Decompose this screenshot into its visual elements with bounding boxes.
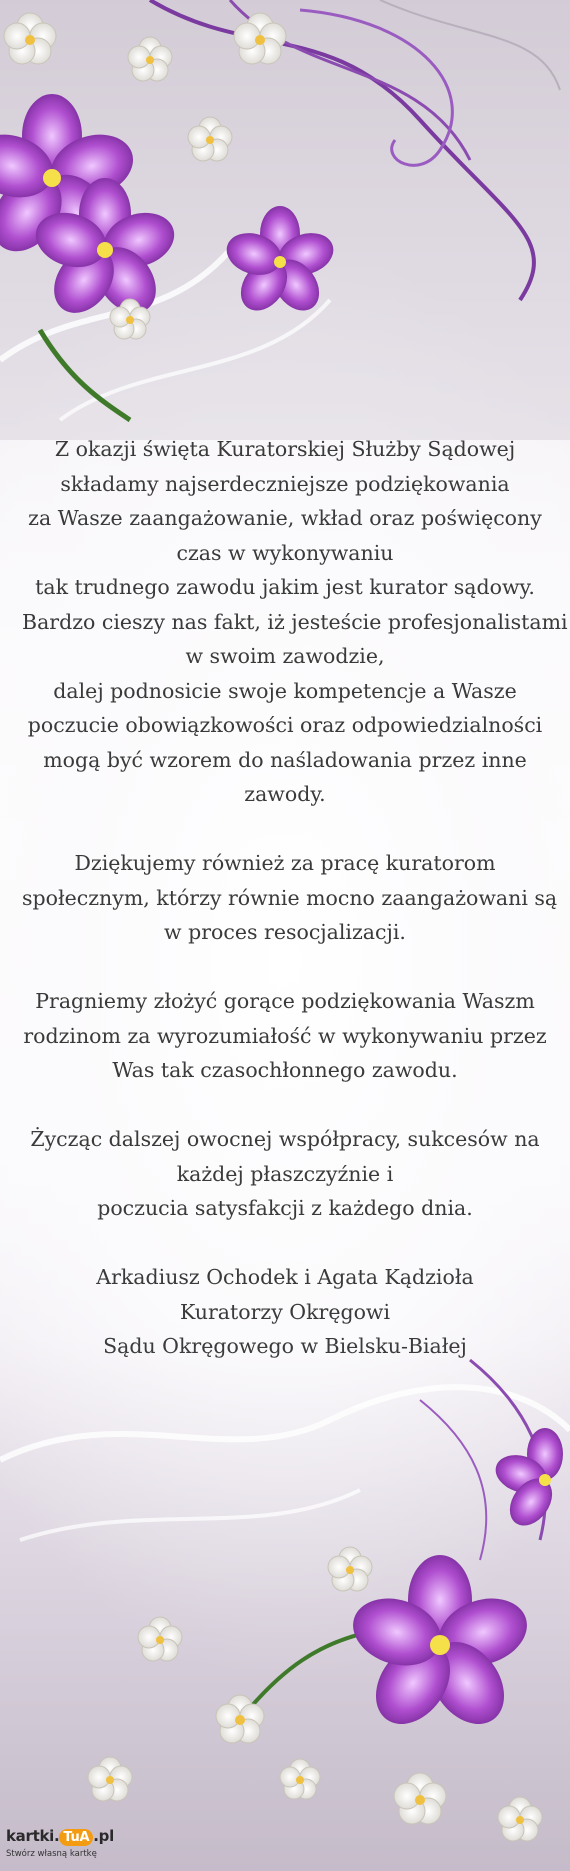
- message-line: zawody.: [244, 782, 326, 806]
- paragraph-gap: [22, 1226, 548, 1261]
- message-line: mogą być wzorem do naśladowania przez inne: [43, 747, 527, 772]
- message-line: składamy najserdeczniejsze podziękowania: [60, 471, 510, 496]
- paragraph-gap: [22, 812, 548, 847]
- message-line: tak trudnego zawodu jakim jest kurator sądowy.: [35, 575, 535, 599]
- message-line: poczucia satysfakcji z każdego dnia.: [97, 1196, 473, 1220]
- logo-brand-suffix: .pl: [93, 1827, 114, 1845]
- message-line: Z okazji święta Kuratorskiej Służby Sądowej: [54, 437, 516, 461]
- site-logo[interactable]: [6, 1825, 118, 1865]
- message-line: Was tak czasochłonnego zawodu.: [112, 1058, 458, 1082]
- message-line: Bardzo cieszy nas fakt, iż jesteście profesjonalistami: [22, 609, 568, 634]
- message-line: poczucie obowiązkowości oraz odpowiedzialności: [27, 713, 543, 737]
- logo-tagline: Stwórz własną kartkę: [6, 1849, 97, 1859]
- message-line: rodzinom za wyrozumiałość w wykonywaniu przez: [23, 1023, 547, 1048]
- paragraph-gap: [22, 1088, 548, 1123]
- message-line: czas w wykonywaniu: [176, 540, 394, 565]
- signature-line: Kuratorzy Okręgowi: [179, 1299, 391, 1324]
- logo-brand-badge: TuA: [59, 1829, 93, 1846]
- greeting-message: [22, 432, 568, 1364]
- message-line: dalej podnosicie swoje kompetencje a Wasze: [53, 678, 517, 703]
- message-line: każdej płaszczyźnie i: [176, 1161, 394, 1186]
- message-line: w swoim zawodzie,: [185, 644, 385, 668]
- paragraph-gap: [22, 950, 548, 985]
- message-line: Życząc dalszej owocnej współpracy, sukcesów na: [30, 1127, 540, 1151]
- logo-brand: [6, 1827, 114, 1846]
- message-line: Pragniemy złożyć gorące podziękowania Waszm: [35, 989, 535, 1013]
- message-line: za Wasze zaangażowanie, wkład oraz poświęcony: [28, 506, 542, 530]
- message-line: w proces resocjalizacji.: [164, 920, 406, 944]
- message-line: Dziękujemy również za pracę kuratorom: [74, 851, 496, 875]
- message-line: społecznym, którzy równie mocno zaangażowani są: [22, 885, 558, 910]
- signature-line: Arkadiusz Ochodek i Agata Kądzioła: [96, 1265, 474, 1289]
- floral-decoration-bottom: [0, 1340, 570, 1871]
- floral-decoration-top: [0, 0, 570, 440]
- logo-brand-prefix: kartki.: [6, 1827, 60, 1845]
